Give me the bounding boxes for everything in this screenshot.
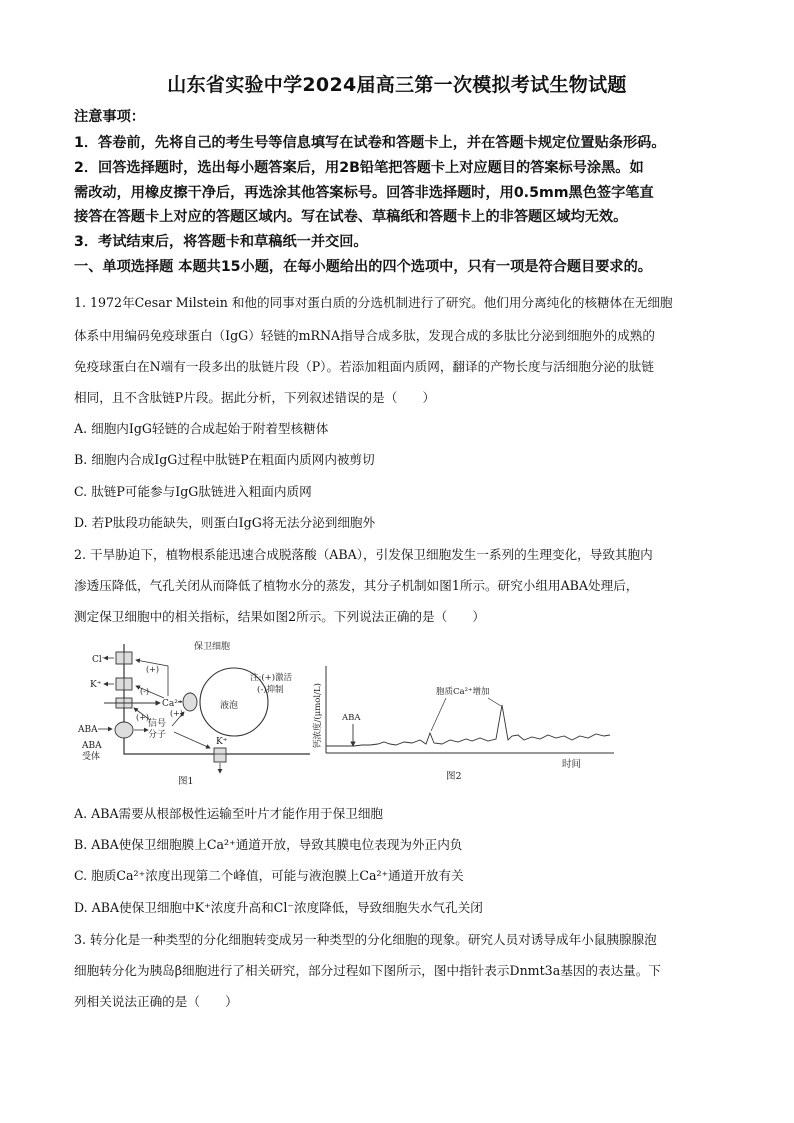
x-axis-label: 时间	[562, 759, 582, 770]
ca-label: Ca²⁺	[162, 699, 183, 709]
k-top-label: K⁺	[90, 680, 102, 690]
page-title: 山东省实验中学2024届高三第一次模拟考试生物试题	[167, 74, 627, 96]
q1-option-a: A. 细胞内IgG轻链的合成起始于附着型核糖体	[74, 421, 329, 436]
figure-1	[77, 641, 310, 786]
q1-text-line: 体系中用编码免疫球蛋白（IgG）轻链的mRNA指导合成多肽，发现合成的多肽比分泌到细胞外的成熟的	[74, 328, 655, 343]
notice-item: 3．考试结束后，将答题卡和草稿纸一并交回。	[74, 234, 368, 250]
receptor-label-2: 受体	[82, 752, 101, 762]
notice-heading: 注意事项：	[74, 109, 145, 125]
q2-text-line: 渗透压降低，气孔关闭从而降低了植物水分的蒸发，其分子机制如图1所示。研究小组用ABA处理后，	[74, 578, 639, 593]
receptor-label-1: ABA	[82, 741, 102, 751]
q2-text-line: 2. 干旱胁迫下，植物根系能迅速合成脱落酸（ABA），引发保卫细胞发生一系列的生理变化，导致其胞内	[74, 547, 653, 562]
q1-option-b: B. 细胞内合成IgG过程中肽链P在粗面内质网内被剪切	[74, 452, 375, 467]
figure-2	[312, 666, 614, 782]
figure-2-caption: 图2	[446, 771, 462, 782]
notice-item: 接答在答题卡上对应的答题区域内。写在试卷、草稿纸和答题卡上的非答题区域均无效。	[74, 209, 628, 225]
q1-option-d: D. 若P肽段功能缺失，则蛋白IgG将无法分泌到细胞外	[74, 515, 376, 530]
q2-option-d: D. ABA使保卫细胞中K⁺浓度升高和Cl⁻浓度降低，导致细胞失水气孔关闭	[74, 900, 483, 915]
activate-sign-vac: (+)	[170, 709, 183, 718]
q3-text-line: 3. 转分化是一种类型的分化细胞转变成另一种类型的分化细胞的现象。研究人员对诱导成年小鼠胰腺腺泡	[74, 932, 657, 947]
q2-option-c: C. 胞质Ca²⁺浓度出现第二个峰值，可能与液泡膜上Ca²⁺通道开放有关	[74, 868, 464, 883]
q3-text-line: 细胞转分化为胰岛β细胞进行了相关研究，部分过程如下图所示，图中指针表示Dnmt3a基因的表达量。下	[74, 963, 661, 978]
q2-figures	[74, 636, 634, 790]
inhibit-sign: (-)	[140, 687, 149, 696]
cl-label: Cl⁻	[92, 655, 107, 665]
signal-label-1: 信号	[148, 719, 167, 729]
q1-text-line: 相同，且不含肽链P片段。据此分析，下列叙述错误的是（ ）	[74, 390, 436, 405]
notice-item: 1．答卷前，先将自己的考生号等信息填写在试卷和答题卡上，并在答题卡规定位置贴条形码。	[74, 135, 666, 151]
signal-label-2: 分子	[148, 730, 167, 740]
ca-increase-annotation: 胞质Ca²⁺增加	[436, 687, 490, 697]
vacuole-channel	[183, 693, 197, 711]
aba-receptor	[115, 722, 133, 738]
calcium-trace	[326, 705, 610, 746]
annotation-line-1	[431, 698, 446, 731]
guard-cell-label: 保卫细胞	[194, 642, 231, 652]
q3-text-line: 列相关说法正确的是（ ）	[74, 994, 238, 1009]
notice-item: 2．回答选择题时，选出每小题答案后，用2B铅笔把答题卡上对应题目的答案标号涂黑。如	[74, 160, 644, 176]
notice-item: 需改动，用橡皮擦干净后，再选涂其他答案标号。回答非选择题时，用0.5mm黑色签字笔直	[74, 185, 654, 201]
q2-option-b: B. ABA使保卫细胞膜上Ca²⁺通道开放，导致其膜电位表现为外正内负	[74, 837, 463, 852]
aba-label: ABA	[78, 725, 98, 735]
section-heading: 一、单项选择题 本题共15小题，在每小题给出的四个选项中，只有一项是符合题目要求的。	[74, 259, 652, 275]
annotation-line-2	[488, 698, 501, 706]
k-bottom-label: K⁺	[216, 737, 228, 747]
aba-marker-label: ABA	[342, 713, 361, 723]
q1-text-line: 免疫球蛋白在N端有一段多出的肽链片段（P）。若添加粗面内质网，翻译的产物长度与活细胞分泌的肽链	[74, 359, 654, 374]
q1-text-line: 1. 1972年Cesar Milstein 和他的同事对蛋白质的分选机制进行了研究。他们用分离纯化的核糖体在无细胞	[74, 295, 673, 310]
activate-sign: (+)	[146, 665, 159, 674]
k-channel-bottom	[214, 748, 226, 762]
q2-figure-svg	[74, 636, 634, 786]
q2-option-a: A. ABA需要从根部极性运输至叶片才能作用于保卫细胞	[74, 806, 384, 821]
y-axis-label: 钙浓度/(μmol/L)	[313, 683, 323, 748]
figure-1-caption: 图1	[178, 776, 194, 786]
vacuole-label: 液泡	[220, 701, 239, 711]
q1-option-c: C. 肽链P可能参与IgG肽链进入粗面内质网	[74, 484, 312, 499]
q2-text-line: 测定保卫细胞中的相关指标，结果如图2所示。下列说法正确的是（ ）	[74, 609, 486, 624]
legend-note-1: 注:(+)激活	[250, 673, 293, 683]
activate-sign-ca: (+)	[136, 713, 149, 722]
legend-note-2: (-)抑制	[257, 685, 284, 695]
